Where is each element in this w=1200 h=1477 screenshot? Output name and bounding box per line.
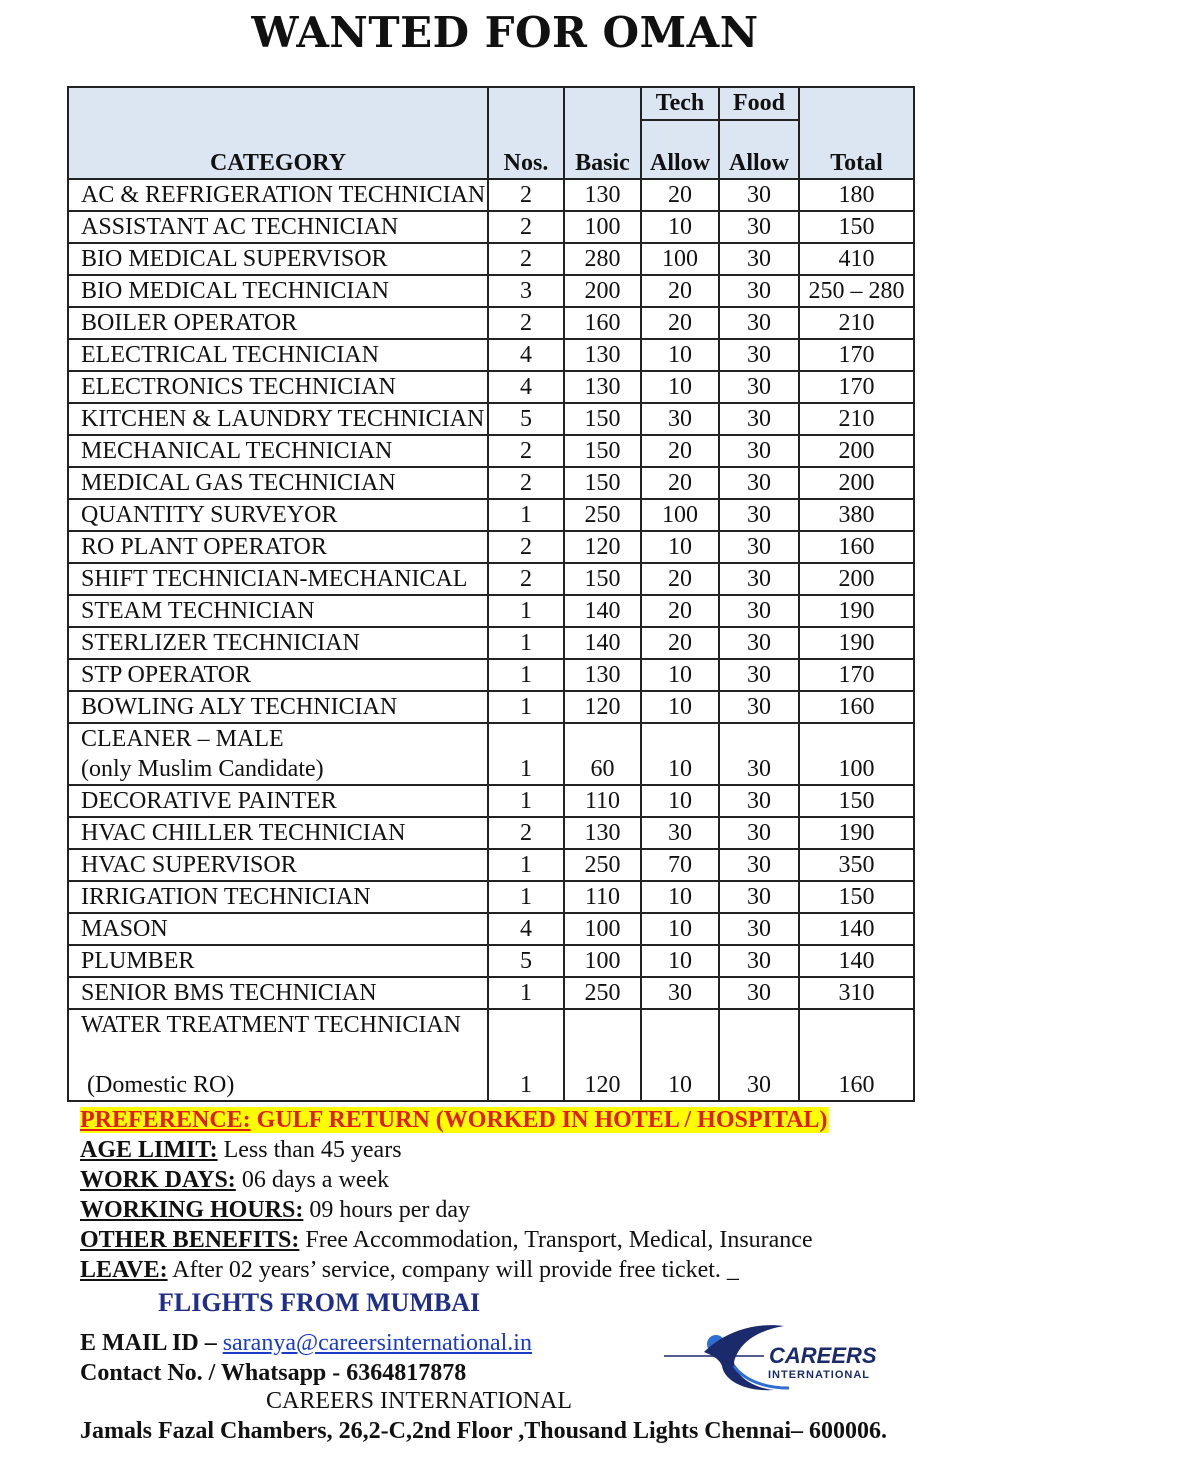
table-row: [68, 913, 914, 945]
cell-total: 170: [799, 371, 914, 403]
flights-heading: FLIGHTS FROM MUMBAI: [158, 1288, 481, 1317]
cell-nos: 1: [488, 1009, 564, 1101]
work-days-value: 06 days a week: [235, 1167, 390, 1193]
cell-food: 30: [719, 435, 799, 467]
cell-category: MASON: [68, 913, 488, 945]
age-label: AGE LIMIT:: [80, 1137, 218, 1163]
header-food-bottom: Allow: [719, 120, 799, 179]
work-days-line: [80, 1165, 389, 1195]
cell-category: RO PLANT OPERATOR: [68, 531, 488, 563]
cell-basic: 100: [564, 945, 641, 977]
working-hours-value: 09 hours per day: [303, 1197, 470, 1223]
cell-food: 30: [719, 849, 799, 881]
cell-total: 410: [799, 243, 914, 275]
cell-food: 30: [719, 627, 799, 659]
table-row: [68, 211, 914, 243]
cell-basic: 120: [564, 691, 641, 723]
header-tech-top: Tech: [641, 87, 719, 120]
table-body: [68, 179, 914, 1101]
cell-basic: 150: [564, 435, 641, 467]
cell-category: HVAC SUPERVISOR: [68, 849, 488, 881]
table-row: [68, 691, 914, 723]
cell-food: 30: [719, 179, 799, 211]
cell-total: 190: [799, 627, 914, 659]
table-row: [68, 817, 914, 849]
careers-logo: [664, 1322, 914, 1392]
cell-nos: 5: [488, 945, 564, 977]
email-label: E MAIL ID –: [80, 1330, 223, 1356]
cell-basic: 130: [564, 339, 641, 371]
cell-total: 160: [799, 531, 914, 563]
logo-text-careers: CAREERS: [769, 1343, 877, 1368]
leave-line: [80, 1255, 739, 1285]
cell-basic: 110: [564, 785, 641, 817]
cell-nos: 2: [488, 307, 564, 339]
cell-category: BIO MEDICAL SUPERVISOR: [68, 243, 488, 275]
cell-basic: 140: [564, 595, 641, 627]
jobs-table: [67, 86, 915, 1102]
cell-category: IRRIGATION TECHNICIAN: [68, 881, 488, 913]
cell-tech: 20: [641, 179, 719, 211]
table-row: [68, 499, 914, 531]
cell-category: ELECTRONICS TECHNICIAN: [68, 371, 488, 403]
age-value: Less than 45 years: [217, 1137, 402, 1163]
cell-category: MECHANICAL TECHNICIAN: [68, 435, 488, 467]
benefits-label: OTHER BENEFITS:: [80, 1227, 300, 1253]
cell-tech: 30: [641, 403, 719, 435]
cell-tech: 10: [641, 659, 719, 691]
cell-nos: 1: [488, 881, 564, 913]
table-row: [68, 659, 914, 691]
cell-category: PLUMBER: [68, 945, 488, 977]
preference-line: [80, 1105, 829, 1135]
cell-food: 30: [719, 403, 799, 435]
company-name: CAREERS INTERNATIONAL: [266, 1388, 572, 1414]
cell-food: 30: [719, 945, 799, 977]
cell-food: 30: [719, 371, 799, 403]
cell-food: 30: [719, 785, 799, 817]
cell-total: 170: [799, 659, 914, 691]
cell-food: 30: [719, 467, 799, 499]
cell-category: STP OPERATOR: [68, 659, 488, 691]
cell-tech: 20: [641, 595, 719, 627]
cell-tech: 10: [641, 1009, 719, 1101]
cell-food: 30: [719, 913, 799, 945]
table-row: [68, 339, 914, 371]
cell-basic: 250: [564, 849, 641, 881]
cell-total: 170: [799, 339, 914, 371]
table-row: [68, 945, 914, 977]
cell-category: [68, 1009, 488, 1101]
cell-nos: 1: [488, 627, 564, 659]
cell-nos: 4: [488, 339, 564, 371]
cell-basic: 130: [564, 371, 641, 403]
cell-category: KITCHEN & LAUNDRY TECHNICIAN: [68, 403, 488, 435]
cell-tech: 20: [641, 467, 719, 499]
cell-nos: 2: [488, 211, 564, 243]
cell-food: 30: [719, 531, 799, 563]
cell-food: 30: [719, 307, 799, 339]
leave-label: LEAVE:: [80, 1257, 168, 1283]
cell-basic: 140: [564, 627, 641, 659]
cell-nos: 4: [488, 913, 564, 945]
logo-swoosh-icon: [664, 1322, 914, 1392]
cell-food: 30: [719, 977, 799, 1009]
cell-food: 30: [719, 243, 799, 275]
work-days-label: WORK DAYS:: [80, 1167, 236, 1193]
cell-food: 30: [719, 817, 799, 849]
table-row: [68, 1009, 914, 1101]
cell-category: ASSISTANT AC TECHNICIAN: [68, 211, 488, 243]
table-row: [68, 467, 914, 499]
cell-tech: 10: [641, 371, 719, 403]
cell-basic: 200: [564, 275, 641, 307]
cell-category: SENIOR BMS TECHNICIAN: [68, 977, 488, 1009]
cell-category: ELECTRICAL TECHNICIAN: [68, 339, 488, 371]
cell-food: 30: [719, 691, 799, 723]
cell-food: 30: [719, 595, 799, 627]
email-line: [80, 1328, 532, 1358]
cell-total: 140: [799, 913, 914, 945]
cell-category: STEAM TECHNICIAN: [68, 595, 488, 627]
cell-tech: 20: [641, 563, 719, 595]
cell-nos: 2: [488, 435, 564, 467]
cell-total: 150: [799, 881, 914, 913]
cell-nos: 2: [488, 467, 564, 499]
cell-basic: 120: [564, 1009, 641, 1101]
cell-tech: 20: [641, 435, 719, 467]
cell-total: 100: [799, 723, 914, 785]
cell-category: BIO MEDICAL TECHNICIAN: [68, 275, 488, 307]
cell-nos: 2: [488, 563, 564, 595]
cell-category: AC & REFRIGERATION TECHNICIAN: [68, 179, 488, 211]
header-category: CATEGORY: [68, 87, 488, 179]
cell-category: HVAC CHILLER TECHNICIAN: [68, 817, 488, 849]
page-title: WANTED FOR OMAN: [251, 8, 759, 57]
cell-tech: 10: [641, 211, 719, 243]
contact-line: [80, 1358, 466, 1388]
header-row-top: [68, 87, 914, 120]
working-hours-line: [80, 1195, 470, 1225]
category-line-1: CLEANER – MALE: [81, 726, 284, 752]
cell-total: 150: [799, 211, 914, 243]
company-address: Jamals Fazal Chambers, 26,2-C,2nd Floor ,Thousand Lights Chennai– 600006.: [80, 1418, 887, 1444]
cell-nos: 1: [488, 723, 564, 785]
cell-tech: 20: [641, 307, 719, 339]
cell-category: BOILER OPERATOR: [68, 307, 488, 339]
category-line-2: (Domestic RO): [87, 1072, 235, 1098]
cell-food: 30: [719, 499, 799, 531]
cell-total: 190: [799, 817, 914, 849]
cell-total: 200: [799, 435, 914, 467]
cell-basic: 280: [564, 243, 641, 275]
cell-tech: 100: [641, 499, 719, 531]
cell-nos: 1: [488, 595, 564, 627]
cell-nos: 1: [488, 849, 564, 881]
cell-total: 160: [799, 691, 914, 723]
table-row: [68, 275, 914, 307]
table-row: [68, 435, 914, 467]
table-row: [68, 371, 914, 403]
benefits-line: [80, 1225, 813, 1255]
cell-tech: 10: [641, 723, 719, 785]
cell-tech: 30: [641, 977, 719, 1009]
cell-tech: 10: [641, 945, 719, 977]
cell-total: 180: [799, 179, 914, 211]
age-line: [80, 1135, 402, 1165]
preference-value: GULF RETURN (WORKED IN HOTEL / HOSPITAL): [250, 1107, 828, 1133]
table-row: [68, 627, 914, 659]
cell-tech: 10: [641, 531, 719, 563]
cell-nos: 1: [488, 691, 564, 723]
cell-total: 210: [799, 403, 914, 435]
cell-total: 140: [799, 945, 914, 977]
header-food-top: Food: [719, 87, 799, 120]
cell-tech: 10: [641, 881, 719, 913]
cell-basic: 100: [564, 913, 641, 945]
contact-label: Contact No. / Whatsapp -: [80, 1360, 347, 1386]
cell-category: STERLIZER TECHNICIAN: [68, 627, 488, 659]
cell-category: QUANTITY SURVEYOR: [68, 499, 488, 531]
category-line-2: (only Muslim Candidate): [81, 756, 324, 782]
preference-label: PREFERENCE:: [80, 1107, 251, 1133]
cell-basic: 120: [564, 531, 641, 563]
header-tech-bottom: Allow: [641, 120, 719, 179]
cell-nos: 2: [488, 243, 564, 275]
cell-basic: 150: [564, 563, 641, 595]
cell-basic: 150: [564, 467, 641, 499]
category-line-1: WATER TREATMENT TECHNICIAN: [81, 1012, 461, 1038]
cell-basic: 250: [564, 977, 641, 1009]
logo-text-international: INTERNATIONAL: [768, 1369, 871, 1381]
table-row: [68, 307, 914, 339]
cell-total: 190: [799, 595, 914, 627]
cell-category: MEDICAL GAS TECHNICIAN: [68, 467, 488, 499]
cell-total: 200: [799, 467, 914, 499]
table-row: [68, 849, 914, 881]
cell-category: SHIFT TECHNICIAN-MECHANICAL: [68, 563, 488, 595]
benefits-value: Free Accommodation, Transport, Medical, Insurance: [299, 1227, 813, 1253]
header-basic: Basic: [564, 87, 641, 179]
table-row: [68, 179, 914, 211]
table-row: [68, 563, 914, 595]
cell-total: 200: [799, 563, 914, 595]
cell-total: 210: [799, 307, 914, 339]
cell-total: 380: [799, 499, 914, 531]
cell-nos: 2: [488, 179, 564, 211]
leave-value: After 02 years’ service, company will provide free ticket. _: [167, 1257, 739, 1283]
cell-nos: 4: [488, 371, 564, 403]
cell-food: 30: [719, 275, 799, 307]
cell-tech: 100: [641, 243, 719, 275]
cell-basic: 100: [564, 211, 641, 243]
cell-basic: 160: [564, 307, 641, 339]
cell-food: 30: [719, 211, 799, 243]
cell-nos: 3: [488, 275, 564, 307]
cell-food: 30: [719, 881, 799, 913]
table-row: [68, 881, 914, 913]
cell-nos: 2: [488, 531, 564, 563]
cell-nos: 1: [488, 977, 564, 1009]
cell-basic: 110: [564, 881, 641, 913]
cell-basic: 150: [564, 403, 641, 435]
cell-total: 160: [799, 1009, 914, 1101]
cell-nos: 1: [488, 785, 564, 817]
cell-food: 30: [719, 563, 799, 595]
cell-tech: 20: [641, 627, 719, 659]
table-row: [68, 977, 914, 1009]
table-row: [68, 723, 914, 785]
cell-food: 30: [719, 723, 799, 785]
table-row: [68, 403, 914, 435]
cell-basic: 130: [564, 659, 641, 691]
cell-basic: 130: [564, 179, 641, 211]
cell-food: 30: [719, 339, 799, 371]
table-row: [68, 531, 914, 563]
cell-basic: 60: [564, 723, 641, 785]
header-nos: Nos.: [488, 87, 564, 179]
cell-tech: 20: [641, 275, 719, 307]
email-link[interactable]: saranya@careersinternational.in: [222, 1330, 532, 1356]
contact-number: 6364817878: [346, 1360, 467, 1386]
working-hours-label: WORKING HOURS:: [80, 1197, 304, 1223]
cell-category: BOWLING ALY TECHNICIAN: [68, 691, 488, 723]
cell-nos: 5: [488, 403, 564, 435]
cell-nos: 1: [488, 659, 564, 691]
cell-tech: 10: [641, 785, 719, 817]
cell-total: 150: [799, 785, 914, 817]
cell-tech: 10: [641, 339, 719, 371]
table-row: [68, 785, 914, 817]
cell-tech: 30: [641, 817, 719, 849]
cell-total: 310: [799, 977, 914, 1009]
cell-tech: 70: [641, 849, 719, 881]
cell-food: 30: [719, 1009, 799, 1101]
cell-category: DECORATIVE PAINTER: [68, 785, 488, 817]
cell-tech: 10: [641, 691, 719, 723]
cell-total: 350: [799, 849, 914, 881]
cell-basic: 250: [564, 499, 641, 531]
cell-basic: 130: [564, 817, 641, 849]
cell-food: 30: [719, 659, 799, 691]
cell-category: [68, 723, 488, 785]
table-row: [68, 243, 914, 275]
cell-nos: 1: [488, 499, 564, 531]
table-row: [68, 595, 914, 627]
cell-tech: 10: [641, 913, 719, 945]
cell-nos: 2: [488, 817, 564, 849]
cell-total: 250 – 280: [799, 275, 914, 307]
header-total: Total: [799, 87, 914, 179]
